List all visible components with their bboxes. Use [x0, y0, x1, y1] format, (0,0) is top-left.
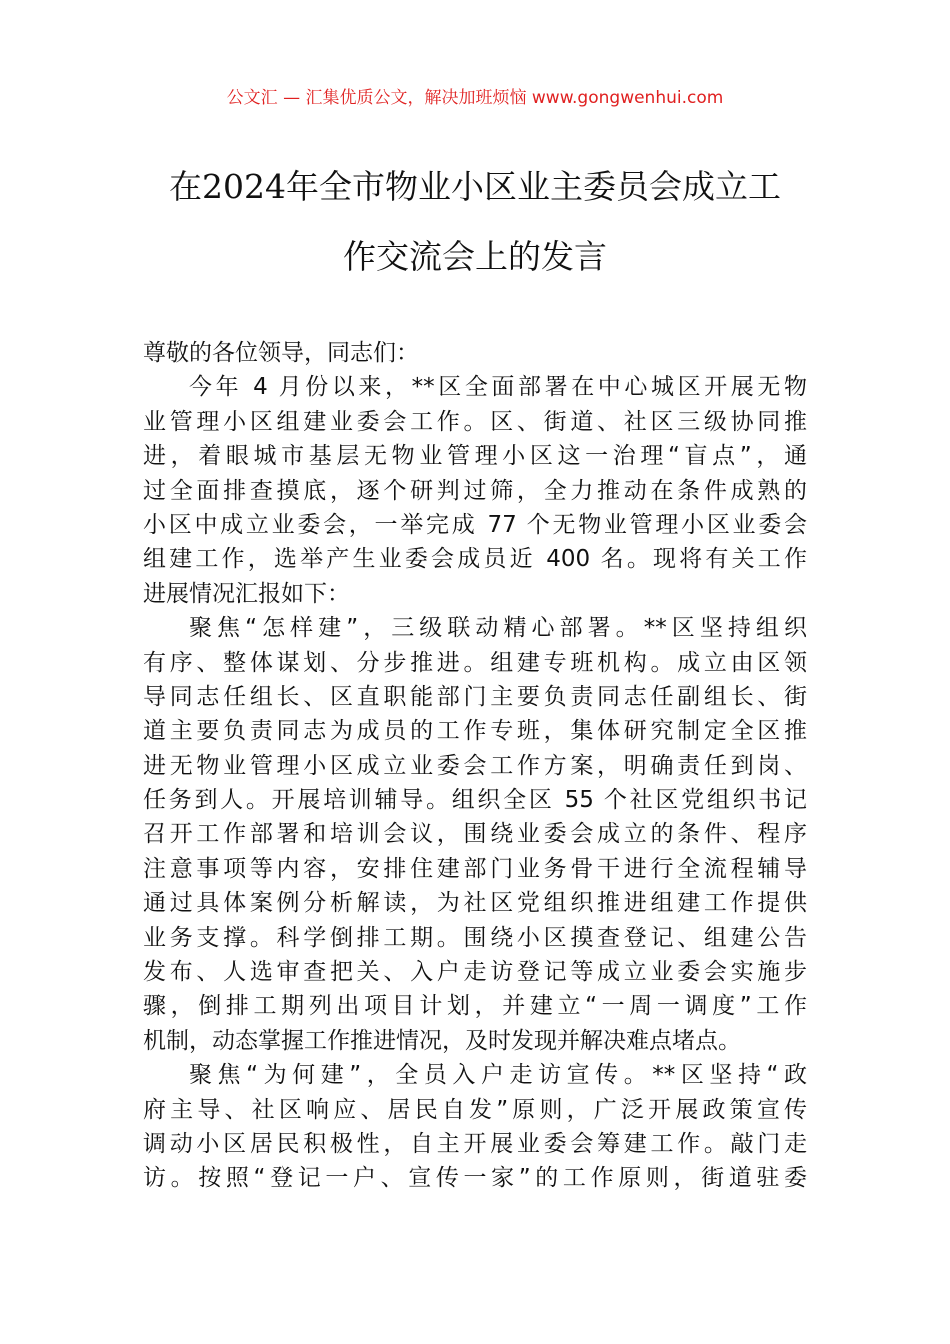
body-line: 过全面排查摸底，逐个研判过筛，全力推动在条件成熟的 — [143, 477, 807, 504]
body-line: 道主要负责同志为成员的工作专班，集体研究制定全区推 — [143, 718, 807, 745]
body-line: 聚焦“为何建”，全员入户走访宣传。**区坚持“政 — [189, 1062, 807, 1089]
body-line: 导同志任组长、区直职能部门主要负责同志任副组长、街 — [143, 683, 807, 710]
body-line: 进展情况汇报如下： — [143, 580, 350, 607]
salutation: 尊敬的各位领导，同志们： — [143, 340, 419, 366]
body-line: 业务支撑。科学倒排工期。围绕小区摸查登记、组建公告 — [143, 924, 807, 951]
body-line: 组建工作，选举产生业委会成员近 400 名。现将有关工作 — [143, 546, 807, 573]
body-line: 有序、整体谋划、分步推进。组建专班机构。成立由区领 — [143, 649, 807, 676]
body-line: 机制，动态掌握工作推进情况，及时发现并解决难点堵点。 — [143, 1027, 741, 1054]
header-website-link[interactable]: 公文汇 — 汇集优质公文，解决加班烦恼 www.gongwenhui.com — [226, 88, 724, 108]
body-line: 今年 4 月份以来，**区全面部署在中心城区开展无物 — [189, 374, 807, 401]
body-line: 发布、人选审查把关、入户走访登记等成立业委会实施步 — [143, 959, 807, 986]
body-line: 通过具体案例分析解读，为社区党组织推进组建工作提供 — [143, 890, 807, 917]
title-line-1: 在2024年全市物业小区业主委员会成立工 — [169, 167, 781, 206]
body-line: 聚焦“怎样建”，三级联动精心部署。**区坚持组织 — [189, 615, 807, 642]
body-line: 骤，倒排工期列出项目计划，并建立“一周一调度”工作 — [143, 993, 807, 1020]
body-line: 任务到人。开展培训辅导。组织全区 55 个社区党组织书记 — [143, 787, 807, 814]
body-line: 进，着眼城市基层无物业管理小区这一治理“盲点”，通 — [143, 443, 807, 470]
body-line: 召开工作部署和培训会议，围绕业委会成立的条件、程序 — [143, 821, 807, 848]
body-line: 业管理小区组建业委会工作。区、街道、社区三级协同推 — [143, 408, 807, 435]
body-line: 小区中成立业委会，一举完成 77 个无物业管理小区业委会 — [143, 511, 807, 538]
body-line: 调动小区居民积极性，自主开展业委会筹建工作。敲门走 — [143, 1130, 807, 1157]
body-line: 府主导、社区响应、居民自发”原则，广泛开展政策宣传 — [143, 1096, 807, 1123]
title-line-2: 作交流会上的发言 — [343, 237, 607, 276]
body-line: 进无物业管理小区成立业委会工作方案，明确责任到岗、 — [143, 752, 807, 779]
body-line: 访。按照“登记一户、宣传一家”的工作原则，街道驻委 — [143, 1165, 807, 1192]
document-body — [143, 336, 807, 1196]
document-title — [130, 152, 820, 292]
body-line: 注意事项等内容，安排住建部门业务骨干进行全流程辅导 — [143, 855, 807, 882]
